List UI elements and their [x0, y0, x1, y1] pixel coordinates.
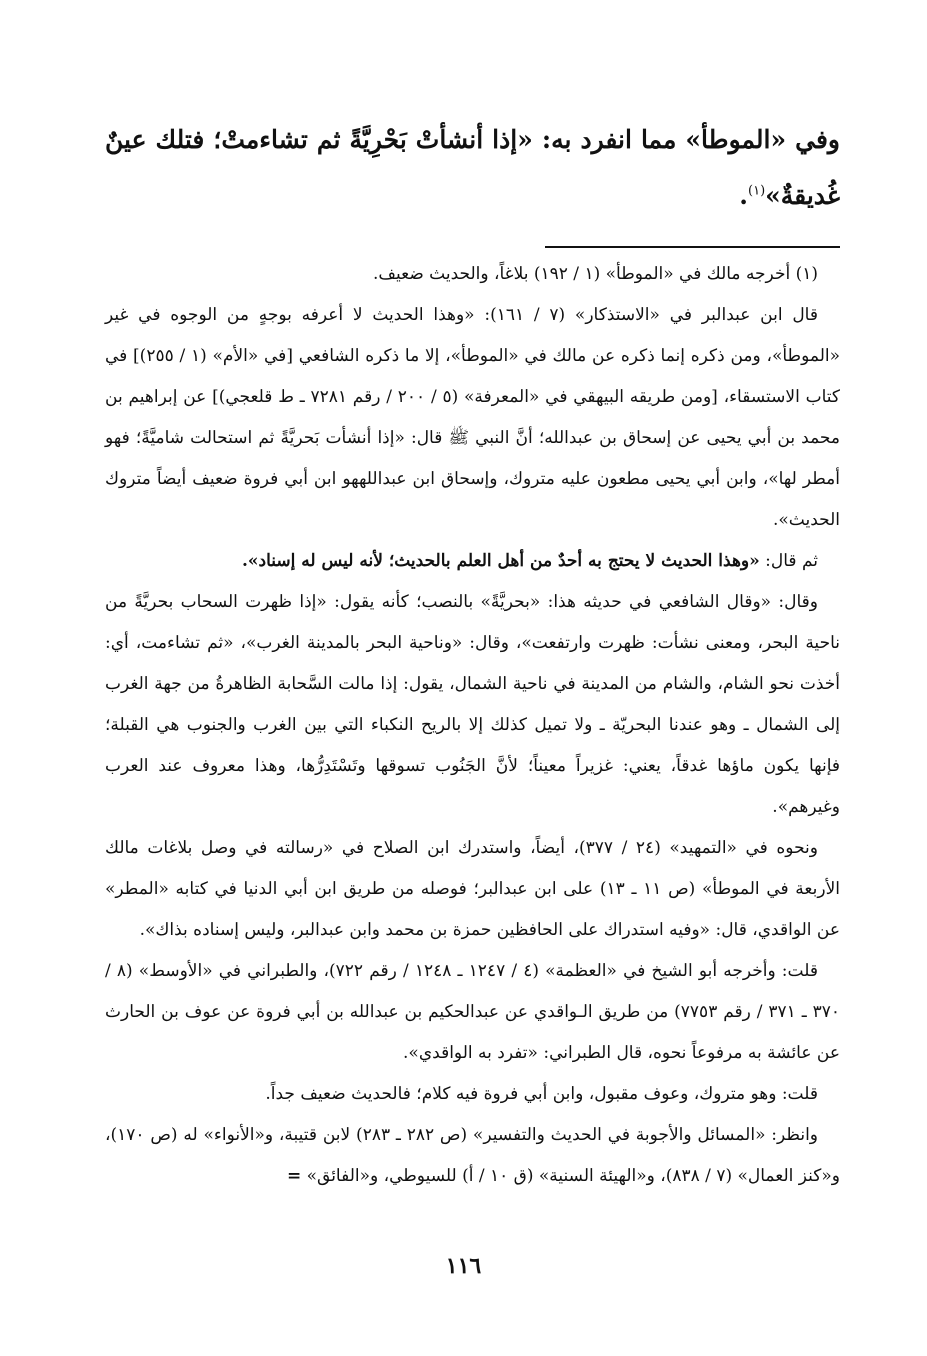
- footnote-paragraph: قلت: وهو متروك، وعوف مقبول، وابن أبي فروة فيه كلام؛ فالحديث ضعيف جداً.: [265, 1084, 818, 1104]
- main-text: وفي «الموطأ» مما انفرد به: «إذا أنشأتْ بَحْرِيَّةً ثم تشاءمتْ؛ فتلك عينٌ غُديقةٌ»: [105, 125, 840, 210]
- continuation-mark: =: [286, 1166, 302, 1186]
- footnote-divider: [545, 246, 840, 248]
- footnote-text: وانظر: «المسائل والأجوبة في الحديث والتفسير» (ص ٢٨٢ ـ ٢٨٣) لابن قتيبة، و«الأنواء» له (ص ١٧٠)، و«كنز العمال» (٧ / ٨٣٨)، و«الهيئة السنية» (ق ١٠ / أ) للسيوطي، و«الفائق»: [105, 1125, 840, 1186]
- footnote-paragraph: [105, 541, 840, 582]
- footnote-paragraph: ونحوه في «التمهيد» (٢٤ / ٣٧٧)، أيضاً، واستدرك ابن الصلاح في «رسالته في وصل بلاغات مالك الأربعة في الموطأ» (ص ١١ ـ ١٣) على ابن عبدالبر؛ فوصله من طريق ابن أبي الدنيا في كتابه «المطر» عن الواقدي، قال: «وفيه استدراك على الحافظين حمزة بن محمد وابن عبدالبر، وليس إسناده بذاك».: [105, 838, 840, 940]
- page-body: [105, 112, 840, 1197]
- main-paragraph: [105, 112, 840, 224]
- footnote-reference: (١): [748, 183, 766, 199]
- footnotes-section: [105, 254, 840, 1197]
- footnote-paragraph: وقال: «وقال الشافعي في حديثه هذا: «بحريَّةً» بالنصب؛ كأنه يقول: «إذا ظهرت السحاب بحريَّةً من ناحية البحر، ومعنى نشأت: ظهرت وارتفعت»، وقال: «وناحية البحر بالمدينة الغرب»، «ثم تشاءمت، أي: أخذت نحو الشام، والشام من المدينة في ناحية الشمال، يقول: إذا مالت السَّحابة الظاهرةُ من جهة الغرب إلى الشمال ـ وهو عندنا البحريّة ـ ولا تميل كذلك إلا بالريح النكباء التي بين الغرب والجنوب هي القبلة؛ فإنها يكون ماؤها غدقاً، يعني: غزيراً معيناً؛ لأنَّ الجَنُوب تسوقها وتَسْتَدِرُّها، وهذا معروف عند العرب وغيرهم».: [105, 592, 840, 817]
- footnote-paragraph: [105, 1115, 840, 1197]
- page-number: ١١٦: [445, 1253, 482, 1279]
- footnote-prefix: ثم قال:: [759, 551, 818, 571]
- main-text-end: .: [739, 181, 749, 210]
- footnote-paragraph: قال ابن عبدالبر في «الاستذكار» (٧ / ١٦١): «وهذا الحديث لا أعرفه بوجهٍ من الوجوه في غير «الموطأ»، ومن ذكره إنما ذكره عن مالك في «الموطأ»، إلا ما ذكره الشافعي [في «الأم» (١ / ٢٥٥)] في كتاب الاستسقاء، [ومن طريقه البيهقي في «المعرفة» (٥ / ٢٠٠ / رقم ٧٢٨١ ـ ط قلعجي)] عن إبراهيم بن محمد بن أبي يحيى عن إسحاق بن عبدالله؛ أنَّ النبي ﷺ قال: «إذا أنشأت بَحريَّةً ثم استحالت شاميَّةً؛ فهو أمطر لها»، وابن أبي يحيى مطعون عليه متروك، وإسحاق ابن عبداللههو ابن أبي فروة ضعيف أيضاً متروك الحديث».: [105, 305, 841, 530]
- footnote-paragraph: قلت: وأخرجه أبو الشيخ في «العظمة» (٤ / ١٢٤٧ ـ ١٢٤٨ / رقم ٧٢٢)، والطبراني في «الأوسط» (٨ / ٣٧٠ ـ ٣٧١ / رقم ٧٧٥٣) من طريق الـواقدي عن عبدالحكيم بن عبدالله بن أبي فروة عن عوف بن الحارث عن عائشة به مرفوعاً نحوه، قال الطبراني: «تفرد به الواقدي».: [105, 961, 840, 1063]
- footnote-1: (١) أخرجه مالك في «الموطأ» (١ / ١٩٢) بلاغاً، والحديث ضعيف.: [373, 264, 818, 284]
- footnote-quote-bold: «وهذا الحديث لا يحتج به أحدٌ من أهل العلم بالحديث؛ لأنه ليس له إسناد».: [241, 551, 760, 571]
